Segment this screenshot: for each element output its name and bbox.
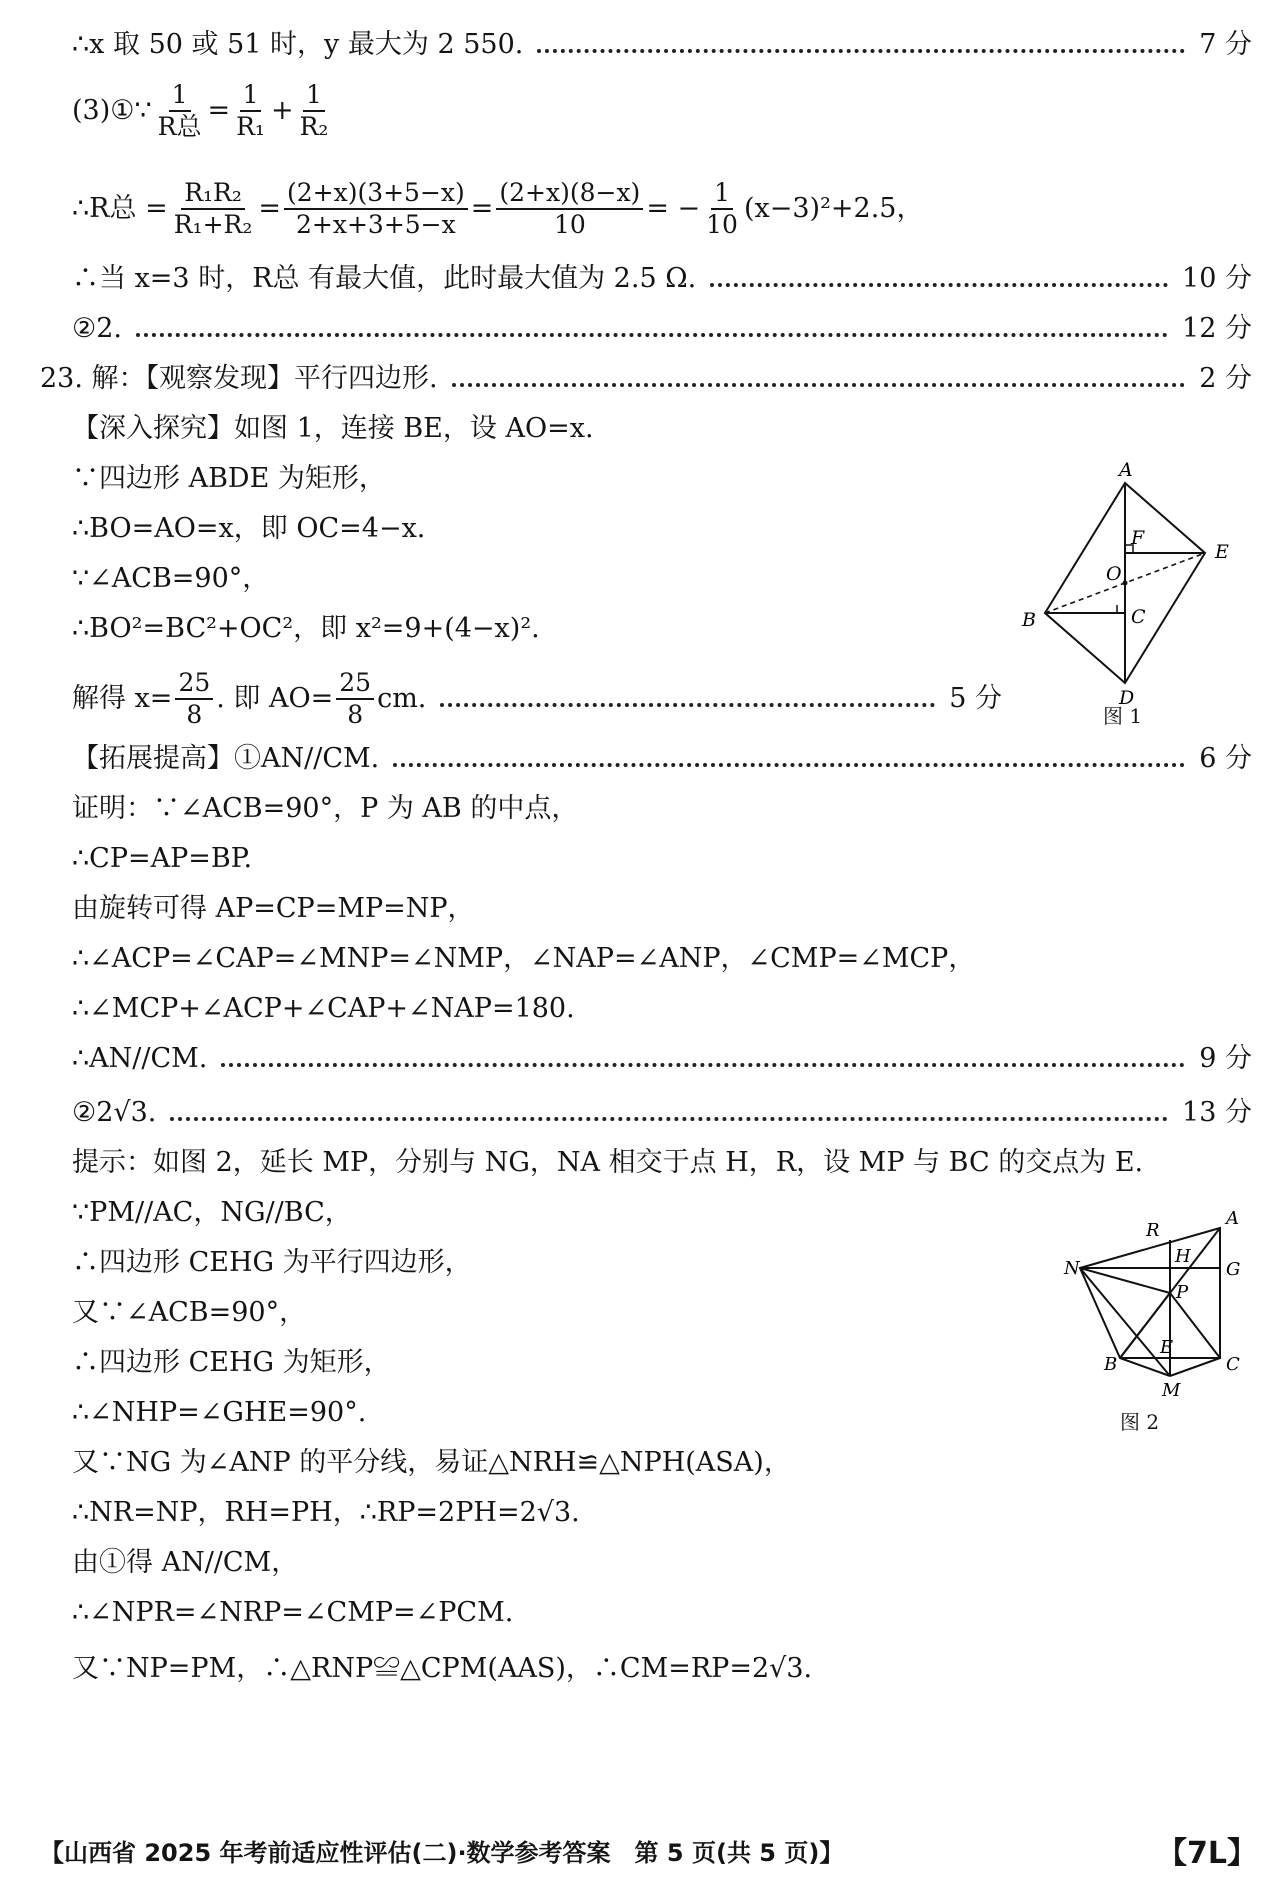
label-b: B bbox=[1022, 609, 1036, 631]
operator: + bbox=[270, 95, 294, 126]
dot-leader bbox=[221, 1063, 1185, 1067]
solution-line: ∵PM//AC，NG//BC， bbox=[72, 1197, 352, 1228]
dot-leader bbox=[136, 333, 1168, 337]
paper-code-badge: 【7L】 bbox=[1157, 1836, 1257, 1871]
operator: = bbox=[207, 95, 231, 126]
page-footer: 【山西省 2025 年考前适应性评估(二)·数学参考答案 第 5 页(共 5 页)】 bbox=[40, 1839, 844, 1867]
score-label: 5 分 bbox=[949, 683, 1002, 714]
line-tail: (x−3)²+2.5， bbox=[743, 193, 924, 224]
solution-line: 由旋转可得 AP=CP=MP=NP， bbox=[72, 893, 475, 924]
solution-line bbox=[72, 668, 1002, 730]
operator: = bbox=[258, 193, 281, 224]
solution-line: 又∵∠ACB=90°， bbox=[72, 1297, 307, 1328]
score-label: 12 分 bbox=[1182, 313, 1252, 344]
line-tail: cm. bbox=[377, 683, 427, 714]
numerator: 25 bbox=[175, 668, 213, 700]
solution-line: 由①得 AN//CM， bbox=[72, 1547, 299, 1578]
label-n: N bbox=[1064, 1258, 1080, 1279]
solution-line: ∵∠ACB=90°， bbox=[72, 563, 270, 594]
label-c: C bbox=[1131, 606, 1146, 628]
line-text: ②2. bbox=[72, 313, 122, 344]
fraction bbox=[155, 80, 205, 142]
solution-line: ∴∠NHP=∠GHE=90°. bbox=[72, 1397, 367, 1428]
solution-line bbox=[72, 262, 1252, 296]
score-label: 10 分 bbox=[1182, 263, 1252, 294]
numerator: 1 bbox=[711, 178, 733, 210]
figure-1-diagram bbox=[1000, 458, 1260, 728]
operator: = − bbox=[646, 193, 701, 224]
figure-1-caption: 图 1 bbox=[1103, 704, 1143, 728]
solution-line: ∴∠NPR=∠NRP=∠CMP=∠PCM. bbox=[72, 1597, 514, 1628]
solution-line: ∵四边形 ABDE 为矩形， bbox=[72, 463, 386, 494]
solution-line: 证明：∵∠ACB=90°，P 为 AB 的中点， bbox=[72, 793, 579, 824]
label-e: E bbox=[1160, 1337, 1174, 1358]
resistance-derivation-line bbox=[72, 178, 923, 240]
label-c: C bbox=[1226, 1354, 1240, 1375]
fraction bbox=[233, 80, 268, 142]
solution-line bbox=[72, 1096, 1252, 1130]
numerator: R₁R₂ bbox=[181, 178, 245, 210]
denominator: 10 bbox=[706, 210, 738, 239]
score-label: 13 分 bbox=[1182, 1097, 1252, 1128]
denominator: R₂ bbox=[299, 112, 329, 141]
fraction bbox=[297, 80, 332, 142]
solution-line: ∴四边形 CEHG 为平行四边形， bbox=[72, 1247, 472, 1278]
segment-np bbox=[1080, 1268, 1170, 1293]
figure-2-caption: 图 2 bbox=[1120, 1410, 1160, 1434]
fraction bbox=[284, 178, 468, 240]
line-text: ②2√3. bbox=[72, 1097, 157, 1128]
solution-line: 又∵NG 为∠ANP 的平分线，易证△NRH≌△NPH(ASA)， bbox=[72, 1447, 791, 1478]
operator: = bbox=[470, 193, 494, 224]
line-text: ∴当 x=3 时，R总 有最大值，此时最大值为 2.5 Ω. bbox=[72, 263, 697, 294]
numerator: 1 bbox=[240, 80, 262, 112]
dot-leader bbox=[393, 763, 1185, 767]
label-g: G bbox=[1226, 1259, 1241, 1280]
label-r: R bbox=[1146, 1220, 1160, 1241]
score-label: 2 分 bbox=[1199, 363, 1252, 394]
solution-line bbox=[40, 362, 1252, 396]
label-a: A bbox=[1119, 459, 1133, 481]
solution-line: 又∵NP=PM，∴△RNP≌△CPM(AAS)，∴CM=RP=2√3. bbox=[72, 1653, 813, 1684]
solution-line bbox=[72, 1042, 1252, 1076]
solution-line: ∴∠MCP+∠ACP+∠CAP+∠NAP=180. bbox=[72, 993, 575, 1024]
score-label: 9 分 bbox=[1199, 1043, 1252, 1074]
numerator: (2+x)(8−x) bbox=[496, 178, 643, 210]
line-prefix: 解得 x= bbox=[72, 683, 173, 714]
denominator: 8 bbox=[347, 700, 364, 729]
line-prefix: ∴R总 = bbox=[72, 193, 168, 224]
fraction bbox=[171, 178, 256, 240]
fraction bbox=[496, 178, 643, 240]
label-h: H bbox=[1175, 1246, 1191, 1267]
solution-line: ∴四边形 CEHG 为矩形， bbox=[72, 1347, 391, 1378]
label-e: E bbox=[1215, 541, 1229, 563]
segment-mc bbox=[1170, 1358, 1220, 1376]
numerator: 1 bbox=[169, 80, 191, 112]
label-d: D bbox=[1119, 687, 1135, 709]
solution-line: ∴NR=NP，RH=PH，∴RP=2PH=2√3. bbox=[72, 1497, 580, 1528]
fraction bbox=[703, 178, 741, 240]
line-text: 23. 解：【观察发现】平行四边形. bbox=[40, 363, 438, 394]
numerator: 1 bbox=[303, 80, 325, 112]
solution-line bbox=[72, 312, 1252, 346]
solution-line: 提示：如图 2，延长 MP，分别与 NG，NA 相交于点 H，R，设 MP 与 BC 的交点为 E. bbox=[72, 1147, 1144, 1178]
line-text: ∴AN//CM. bbox=[72, 1043, 208, 1074]
label-p: P bbox=[1176, 1282, 1189, 1303]
label-m: M bbox=[1162, 1380, 1181, 1401]
score-label: 7 分 bbox=[1199, 29, 1252, 60]
dot-leader bbox=[440, 703, 935, 707]
solution-line bbox=[72, 28, 1252, 62]
dot-leader bbox=[537, 49, 1185, 53]
numerator: (2+x)(3+5−x) bbox=[284, 178, 468, 210]
denominator: 8 bbox=[186, 700, 203, 729]
right-angle-mark-c bbox=[1117, 605, 1125, 613]
solution-line: 【深入探究】如图 1，连接 BE，设 AO=x. bbox=[72, 413, 594, 444]
fraction bbox=[175, 668, 213, 730]
dot-leader bbox=[452, 383, 1186, 387]
figure-2-diagram bbox=[1050, 1198, 1260, 1408]
label-f: F bbox=[1131, 527, 1145, 549]
solution-line bbox=[72, 742, 1252, 776]
denominator: R总 bbox=[157, 112, 202, 141]
dot-leader bbox=[710, 283, 1168, 287]
point-o bbox=[1123, 581, 1128, 586]
line-text: ∴x 取 50 或 51 时，y 最大为 2 550. bbox=[72, 29, 524, 60]
denominator: 10 bbox=[553, 210, 586, 239]
dot-leader bbox=[170, 1117, 1168, 1121]
solution-line: ∴BO²=BC²+OC²，即 x²=9+(4−x)². bbox=[72, 613, 540, 644]
numerator: 25 bbox=[336, 668, 374, 700]
score-label: 6 分 bbox=[1199, 743, 1252, 774]
resistance-formula-line bbox=[72, 80, 334, 142]
line-middle: . 即 AO= bbox=[216, 683, 334, 714]
solution-line: ∴CP=AP=BP. bbox=[72, 843, 253, 874]
line-prefix: (3)①∵ bbox=[72, 95, 152, 126]
label-a: A bbox=[1226, 1208, 1239, 1229]
line-text: 【拓展提高】①AN//CM. bbox=[72, 743, 380, 774]
denominator: R₁+R₂ bbox=[173, 210, 253, 239]
solution-line: ∴BO=AO=x，即 OC=4−x. bbox=[72, 513, 426, 544]
fraction bbox=[336, 668, 374, 730]
denominator: R₁ bbox=[236, 112, 265, 141]
label-b: B bbox=[1104, 1354, 1118, 1375]
label-o: O bbox=[1106, 563, 1122, 585]
solution-line: ∴∠ACP=∠CAP=∠MNP=∠NMP，∠NAP=∠ANP，∠CMP=∠MCP， bbox=[72, 943, 976, 974]
denominator: 2+x+3+5−x bbox=[296, 210, 456, 239]
